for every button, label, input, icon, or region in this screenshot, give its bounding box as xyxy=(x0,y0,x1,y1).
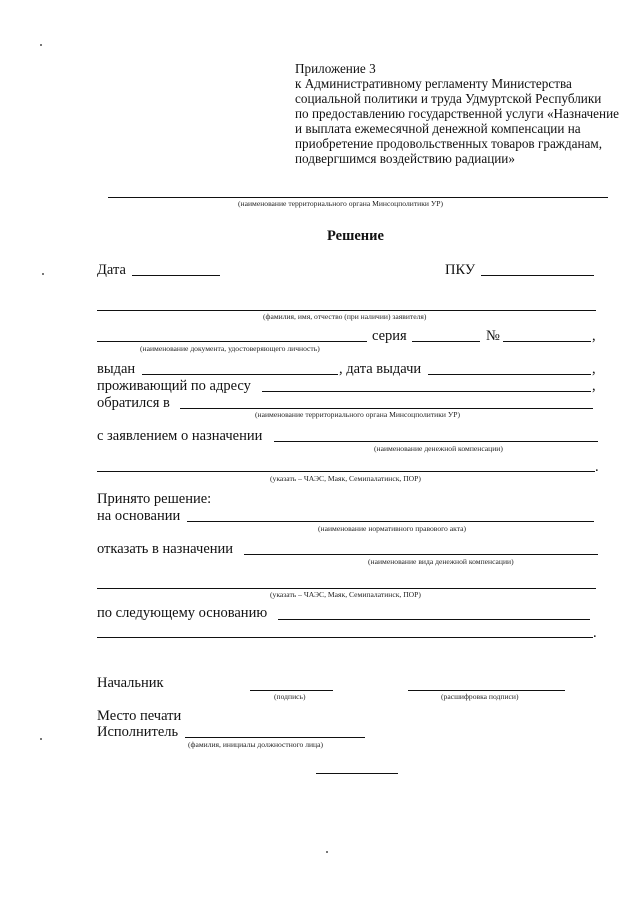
address-field[interactable] xyxy=(262,391,591,392)
refuse-label: отказать в назначении xyxy=(97,541,234,557)
issued-label: выдан xyxy=(97,361,136,377)
applicant-name-caption: (фамилия, имя, отчество (при наличии) заявителя) xyxy=(263,312,427,321)
header-line: Приложение 3 xyxy=(295,61,376,76)
series-field[interactable] xyxy=(412,341,480,342)
pku-field[interactable] xyxy=(481,275,594,276)
executor-field[interactable] xyxy=(185,737,365,738)
compensation-name-caption: (наименование денежной компенсации) xyxy=(374,444,503,453)
decision-made-label: Принято решение: xyxy=(97,491,212,507)
compensation-name-field[interactable] xyxy=(274,441,598,442)
id-document-field[interactable] xyxy=(97,341,367,342)
id-document-caption: (наименование документа, удостоверяющего личность) xyxy=(140,344,320,353)
number-label: № xyxy=(486,328,500,344)
legal-act-caption: (наименование нормативного правового акта) xyxy=(318,524,467,533)
header-line: к Административному регламенту Министерства xyxy=(295,76,572,91)
pku-label: ПКУ xyxy=(445,262,476,278)
scan-speck xyxy=(40,44,42,46)
period: . xyxy=(595,459,599,475)
document-title: Решение xyxy=(327,228,384,244)
number-field[interactable] xyxy=(503,341,591,342)
issued-by-field[interactable] xyxy=(142,374,338,375)
issue-date-field[interactable] xyxy=(428,374,591,375)
chief-label: Начальник xyxy=(97,675,164,691)
signature-decode-caption: (расшифровка подписи) xyxy=(441,692,519,701)
series-label: серия xyxy=(372,328,407,344)
comma: , xyxy=(592,361,596,377)
comma: , xyxy=(592,378,596,394)
issue-date-label: , дата выдачи xyxy=(339,361,422,377)
application-label: с заявлением о назначении xyxy=(97,428,263,444)
compensation-type-caption: (наименование вида денежной компенсации) xyxy=(368,557,514,566)
specify-caption-1: (указать – ЧАЭС, Маяк, Семипалатинск, ПОР) xyxy=(270,474,421,483)
signature-caption: (подпись) xyxy=(274,692,306,701)
header-line: подвергшимся воздействию радиации» xyxy=(295,151,515,166)
basis-field-continued[interactable] xyxy=(97,637,593,638)
basis-field[interactable] xyxy=(278,619,590,620)
seal-label: Место печати xyxy=(97,708,182,724)
applied-to-field[interactable] xyxy=(180,408,593,409)
legal-act-field[interactable] xyxy=(187,521,594,522)
basis-label: на основании xyxy=(97,508,181,524)
header-line: социальной политики и труда Удмуртской Республики xyxy=(295,91,602,106)
period: . xyxy=(593,625,597,641)
executor-label: Исполнитель xyxy=(97,724,179,740)
date-label: Дата xyxy=(97,262,126,278)
scan-speck xyxy=(42,273,44,275)
territorial-body-caption: (наименование территориального органа Минсоцполитики УР) xyxy=(238,199,444,208)
executor-caption: (фамилия, инициалы должностного лица) xyxy=(188,740,324,749)
specify-field-2[interactable] xyxy=(97,588,596,589)
scan-speck xyxy=(40,738,42,740)
header-line: по предоставлению государственной услуги «Назначение xyxy=(295,106,619,121)
applicant-name-field[interactable] xyxy=(97,310,596,311)
signature-field[interactable] xyxy=(250,690,333,691)
territorial-body-field[interactable] xyxy=(108,197,608,198)
following-basis-label: по следующему основанию xyxy=(97,605,268,621)
specify-caption-2: (указать – ЧАЭС, Маяк, Семипалатинск, ПОР) xyxy=(270,590,421,599)
header-line: приобретение продовольственных товаров гражданам, xyxy=(295,136,603,151)
date-field[interactable] xyxy=(132,275,220,276)
header-line: и выплата ежемесячной денежной компенсации на xyxy=(295,121,581,136)
residing-label: проживающий по адресу xyxy=(97,378,251,394)
specify-field-1[interactable] xyxy=(97,471,595,472)
territorial-body-caption-2: (наименование территориального органа Минсоцполитики УР) xyxy=(255,410,461,419)
applied-to-label: обратился в xyxy=(97,395,170,411)
footer-divider xyxy=(316,773,398,774)
comma: , xyxy=(592,328,596,344)
scan-speck xyxy=(326,851,328,853)
compensation-type-field[interactable] xyxy=(244,554,598,555)
signature-decode-field[interactable] xyxy=(408,690,565,691)
